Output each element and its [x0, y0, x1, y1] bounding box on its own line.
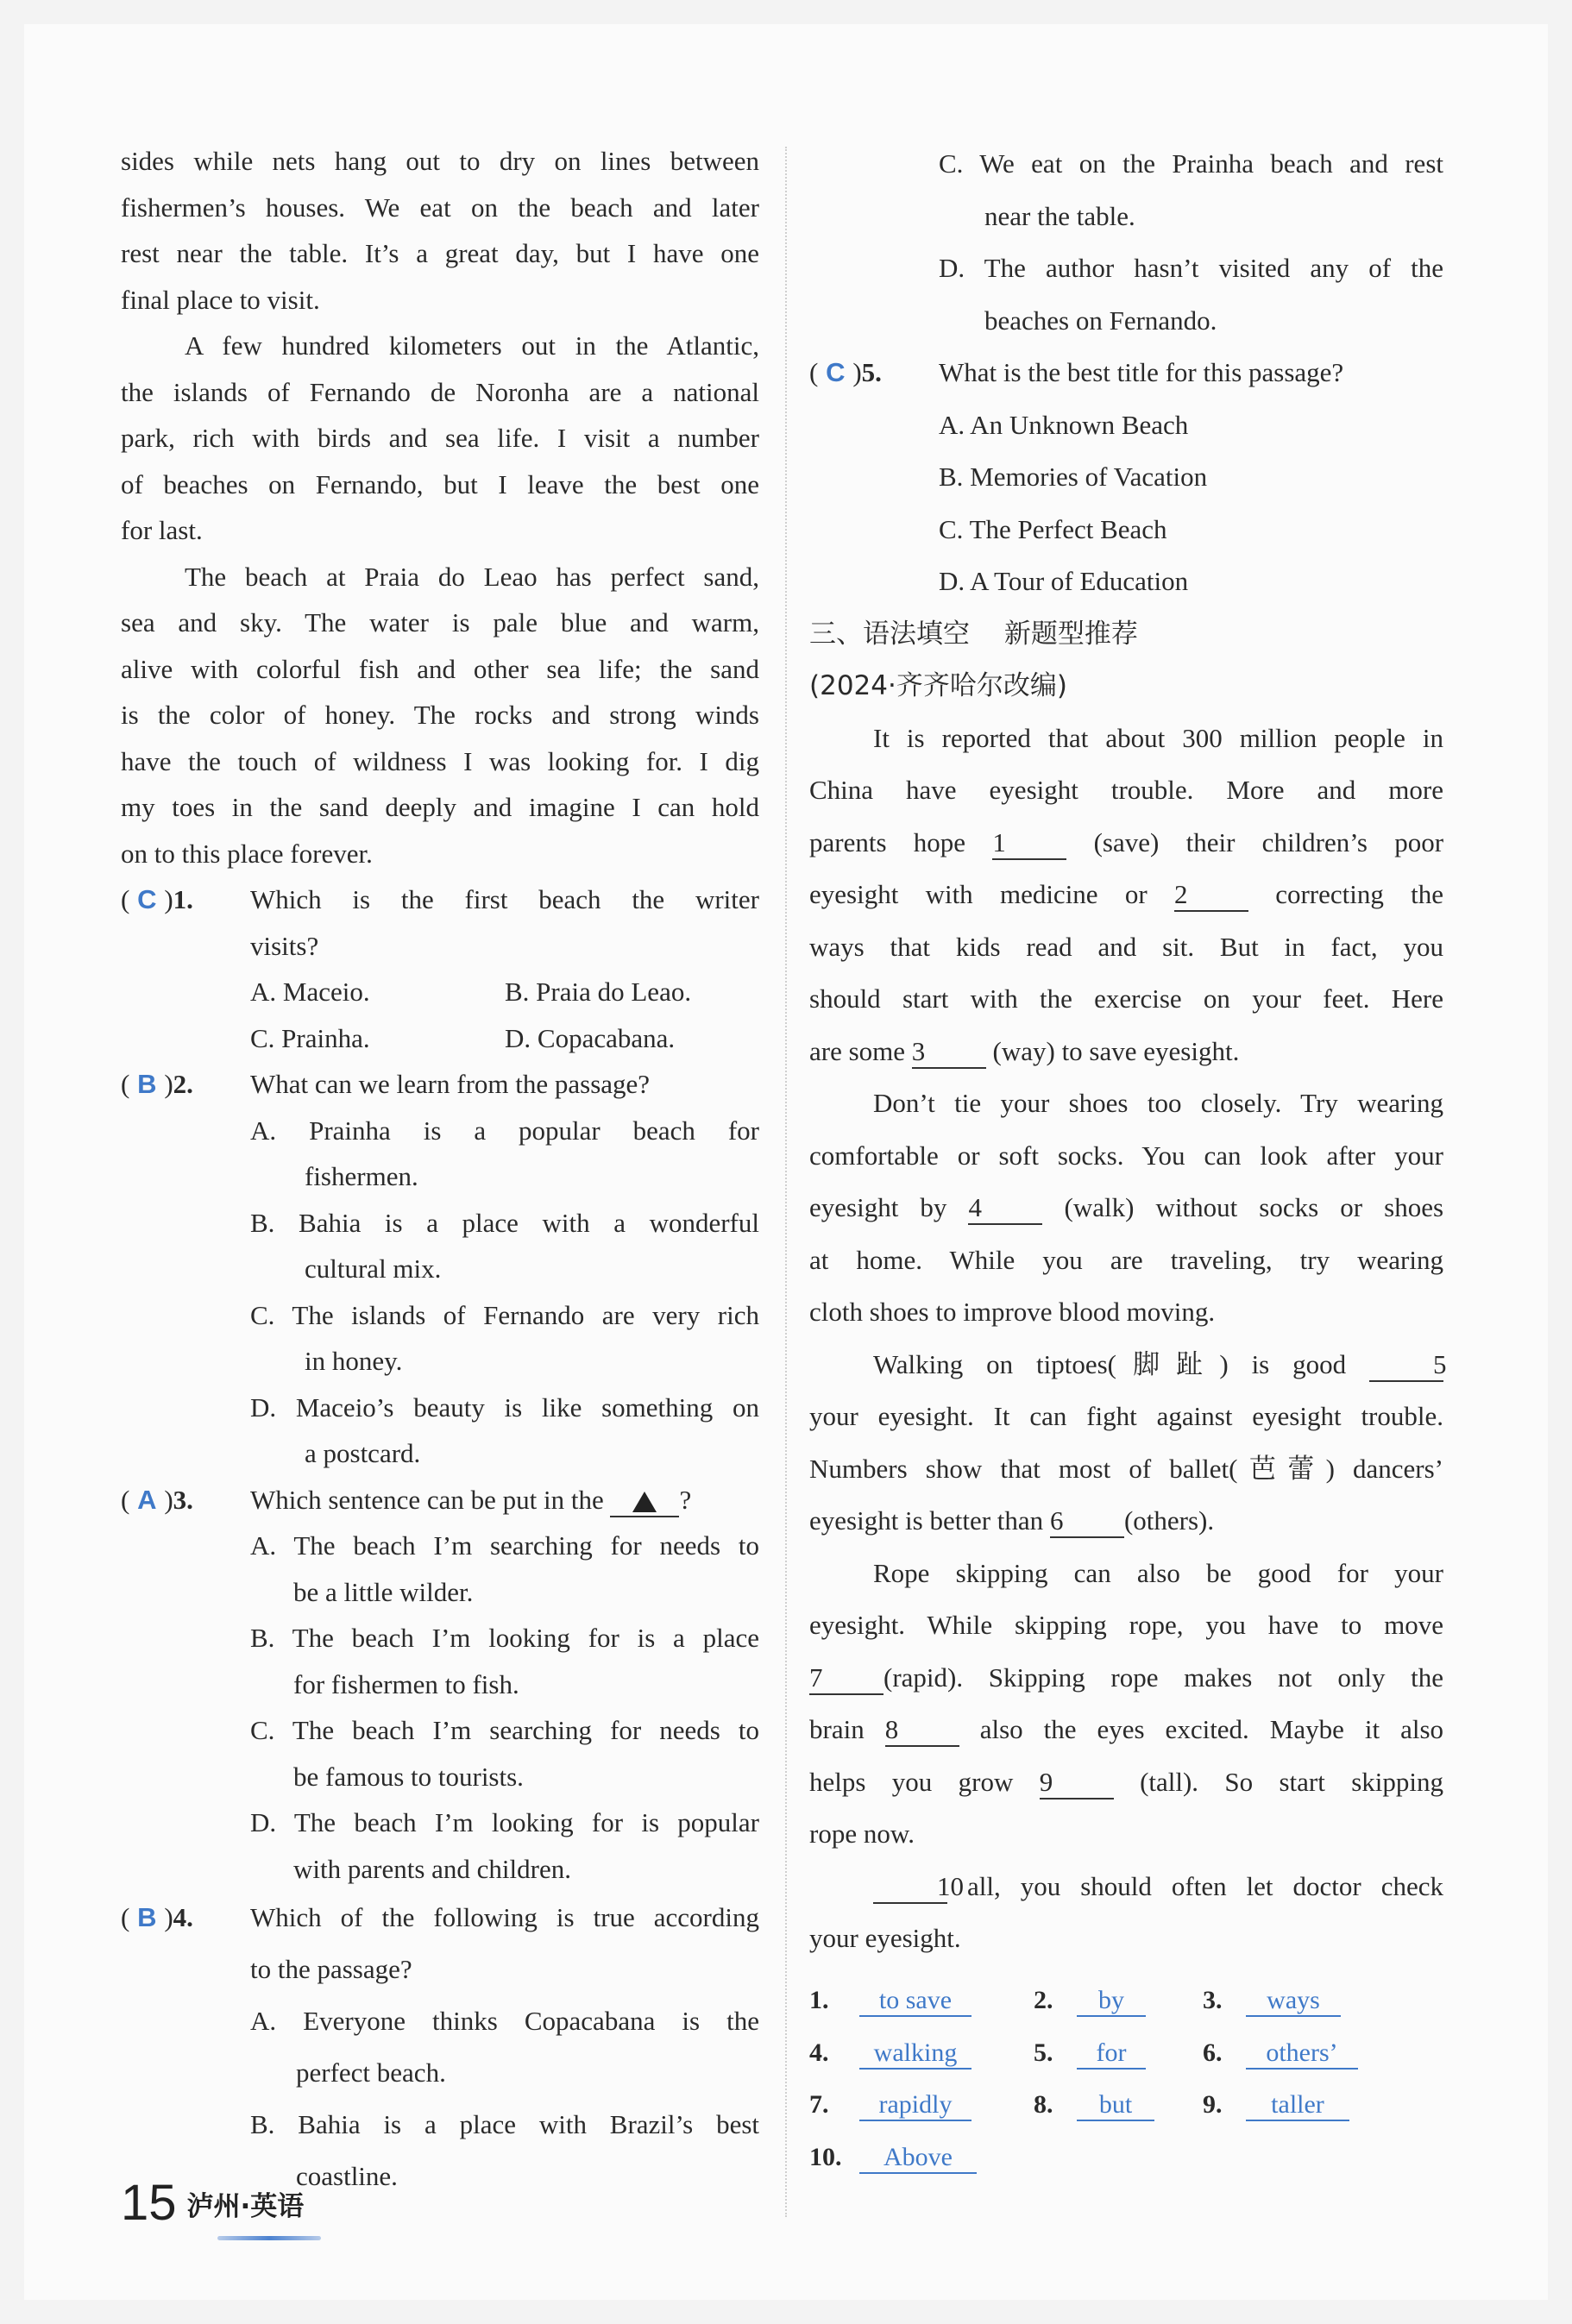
question-number: 2. — [173, 1069, 193, 1099]
option: D. A Tour of Education — [939, 566, 1189, 596]
text-line: final place to visit. — [121, 284, 320, 315]
blank-4: 4 — [968, 1191, 1042, 1225]
question-5 — [809, 347, 1443, 608]
text-line: park, rich with birds and sea life. I visit a number — [121, 423, 759, 453]
question-1 — [121, 876, 759, 1061]
blank-marker — [610, 1484, 679, 1517]
question-stem: Which is the first beach the writer — [250, 884, 759, 914]
section-tag: 新题型推荐 — [1003, 618, 1138, 650]
text-line: my toes in the sand deeply and imagine I can hold — [121, 792, 759, 822]
text-line: A few hundred kilometers out in the Atlantic, — [185, 330, 759, 361]
question-number: 5. — [861, 357, 882, 387]
answer-letter: B — [137, 1069, 157, 1099]
question-stem: to the passage? — [250, 1954, 412, 1984]
column-divider — [785, 147, 787, 2217]
answer-bracket: ( C )5. — [809, 347, 939, 399]
blank-10: 10 — [873, 1870, 947, 1904]
option: A. The beach I’m searching for needs to be a little wilder. — [250, 1530, 759, 1607]
answer-letter: A — [137, 1484, 157, 1515]
footer-accent-bar — [217, 2236, 321, 2240]
question-number: 3. — [173, 1484, 193, 1515]
answer-bracket: ( C )1. — [121, 876, 250, 923]
option: D. The beach I’m looking for is popular with parents and children. — [250, 1807, 759, 1884]
section-title: 三、语法填空 — [809, 618, 970, 650]
blank-7: 7 — [809, 1661, 883, 1695]
answer-item: 6. others’ — [1203, 2038, 1358, 2070]
text-line: sides while nets hang out to dry on lines between — [121, 146, 759, 176]
passage-paragraph — [121, 323, 759, 554]
option: B. Bahia is a place with Brazil’s best coastline. — [250, 2109, 759, 2191]
option: C. The Perfect Beach — [939, 513, 1167, 544]
answer-bracket: ( B )2. — [121, 1061, 250, 1108]
section-heading — [809, 608, 1443, 661]
answer-item: 7. rapidly — [809, 2090, 1034, 2121]
cloze-paragraph: It is reported that about 300 million people in China have eyesight trouble. More and more parents hope 1 (save) their children’s poor eyesight with medicine or 2 correcting the ways that kids read and sit. But in fact, you should start with the exercise on your feet. Here are some 3 (way) to save eyesight. — [809, 713, 1443, 1078]
answer-letter: C — [826, 357, 846, 387]
source-note: (2024·齐齐哈尔改编) — [809, 670, 1067, 701]
page-number: 15 — [121, 2175, 177, 2231]
option: A. Maceio. — [250, 977, 370, 1007]
passage-paragraph — [121, 554, 759, 877]
option: C. Prainha. — [250, 1022, 370, 1053]
text-line: is the color of honey. The rocks and strong winds — [121, 700, 759, 730]
text-line: sea and sky. The water is pale blue and warm, — [121, 607, 759, 638]
answer-item: 3. ways — [1203, 1986, 1341, 2017]
answer-bracket: ( A )3. — [121, 1477, 250, 1523]
text-line: for last. — [121, 515, 203, 545]
answer-item: 9. taller — [1203, 2090, 1349, 2121]
blank-8: 8 — [885, 1713, 959, 1747]
answer-letter: C — [137, 884, 157, 914]
question-stem: What is the best title for this passage? — [939, 357, 1344, 387]
option: B. Bahia is a place with a wonderful cultural mix. — [250, 1207, 759, 1284]
question-stem: Which of the following is true according — [250, 1902, 759, 1932]
option: B. Memories of Vacation — [939, 462, 1208, 492]
text-line: fishermen’s houses. We eat on the beach and later — [121, 192, 759, 223]
blank-5: 5 — [1369, 1348, 1443, 1382]
text-line: alive with colorful fish and other sea life; the sand — [121, 653, 759, 684]
cloze-paragraph: Walking on tiptoes(脚趾) is good 5 your eyesight. It can fight against eyesight trouble. Numbers show that most of ballet(芭蕾) dancers’ eyesight is better than 6 (others). — [809, 1339, 1443, 1548]
text-line: The beach at Praia do Leao has perfect sand, — [185, 561, 759, 592]
answer-item: 5. for — [1034, 2038, 1203, 2070]
question-number: 4. — [173, 1902, 193, 1932]
option: C. The beach I’m searching for needs to be famous to tourists. — [250, 1715, 759, 1792]
question-4 — [121, 1892, 759, 2202]
option: D. The author hasn’t visited any of the beaches on Fernando. — [939, 253, 1443, 336]
page-footer — [121, 2175, 305, 2231]
answer-bracket: ( B )4. — [121, 1892, 250, 1944]
answer-item: 2. by — [1034, 1986, 1203, 2017]
passage-paragraph — [121, 138, 759, 323]
answer-key — [809, 1975, 1443, 2184]
cloze-paragraph: Rope skipping can also be good for your eyesight. While skipping rope, you have to move 7 (rapid). Skipping rope makes not only the brain 8 also the eyes excited. Maybe it also helps you grow 9 (tall). So start skipping rope now. — [809, 1557, 1444, 1849]
right-column — [809, 138, 1447, 1965]
blank-1: 1 — [992, 826, 1066, 860]
question-stem: visits? — [250, 930, 319, 961]
option: B. The beach I’m looking for is a place for fishermen to fish. — [250, 1623, 759, 1699]
answer-item: 4. walking — [809, 2038, 1034, 2070]
cloze-paragraph: Don’t tie your shoes too closely. Try wearing comfortable or soft socks. You can look after your eyesight by 4 (walk) without socks or shoes at home. While you are traveling, try wearing cloth shoes to improve blood moving. — [809, 1088, 1444, 1327]
triangle-icon — [632, 1492, 657, 1512]
option: D. Maceio’s beauty is like something on a postcard. — [250, 1391, 759, 1468]
blank-6: 6 — [1050, 1504, 1124, 1538]
text-line: the islands of Fernando de Noronha are a national — [121, 376, 759, 407]
text-line: on to this place forever. — [121, 838, 373, 869]
text-line: of beaches on Fernando, but I leave the best one — [121, 468, 759, 499]
answer-item: 10. Above — [809, 2143, 977, 2174]
cloze-paragraph: 10 all, you should often let doctor check your eyesight. — [809, 1870, 1443, 1953]
option: A. Everyone thinks Copacabana is the perfect beach. — [250, 2006, 759, 2088]
text-line: have the touch of wildness I was looking for. I dig — [121, 745, 759, 776]
question-stem: What can we learn from the passage? — [250, 1069, 651, 1099]
blank-3: 3 — [912, 1035, 986, 1069]
question-3: ( A )3. Which sentence can be put in the ? A. The beach I’m searching for needs to be a little wilder. B. The beach I’m looking for is a place for fishermen to fish. C. The beach I’m searching for needs to be famous to tourists. D. The beach I’m looking for is popular with parents and children. — [121, 1477, 759, 1893]
question-stem: Which sentence can be put in the — [250, 1484, 604, 1515]
option: A. An Unknown Beach — [939, 409, 1189, 440]
text-line: rest near the table. It’s a great day, but I have one — [121, 238, 759, 268]
option: D. Copacabana. — [505, 1022, 676, 1053]
option: A. Prainha is a popular beach for fishermen. — [250, 1115, 759, 1191]
question-2 — [121, 1061, 759, 1477]
answer-item: 8. but — [1034, 2090, 1203, 2121]
blank-9: 9 — [1040, 1766, 1114, 1800]
question-number: 1. — [173, 884, 193, 914]
option: B. Praia do Leao. — [505, 977, 692, 1007]
option: C. We eat on the Prainha beach and rest near the table. — [939, 148, 1443, 231]
answer-letter: B — [137, 1902, 157, 1932]
option: C. The islands of Fernando are very rich in honey. — [250, 1299, 759, 1376]
blank-2: 2 — [1174, 878, 1248, 912]
book-title: 泸州·英语 — [186, 2191, 305, 2222]
answer-item: 1. to save — [809, 1986, 1034, 2017]
left-column — [121, 138, 759, 2202]
